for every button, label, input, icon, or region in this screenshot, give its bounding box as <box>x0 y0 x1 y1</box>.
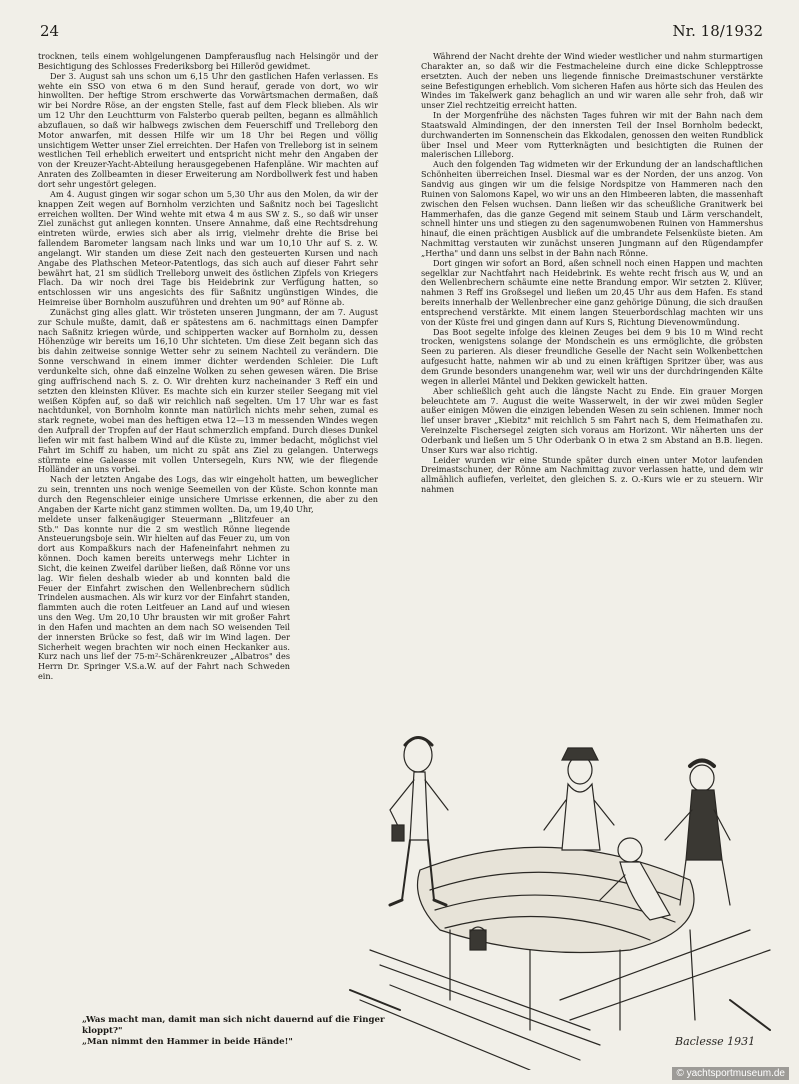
paragraph: Während der Nacht drehte der Wind wieder westlicher und nahm sturmartigen Charakter an, so daß wir die Festmacheleine durch eine dicke Schlepptrosse ersetzten. Auch der neben uns liegende finnische Dreimastschuner verstärkte seine Befestigungen erheblich. Vom sicheren Hafen aus hörte sich das Heulen des Windes im Takelwerk ganz behaglich an und wir waren alle sehr froh, daß wir unser Ziel rechtzeitig erreicht hatten. <box>421 51 763 111</box>
paragraph: Zunächst ging alles glatt. Wir trösteten unseren Jungmann, der am 7. August zur Schule mußte, damit, daß er spätestens am 6. nachmittags einen Dampfer nach Saßnitz kriegen würde, und schipperten wacker auf Bornholm zu, dessen Höhenzüge wir bereits um 16,10 Uhr sichteten. Um diese Zeit begann sich das bis dahin zeitweise sonnige Wetter sehr zu seinem Nachteil zu verändern. Die Sonne verschwand in einem immer dichter werdenden Schleier. Die Luft verdunkelte sich, ohne daß einzelne Wolken zu sehen gewesen wären. Die Brise ging auffrischend nach S. z. O. Wir drehten kurz nacheinander 3 Reff ein und setzten den kleinsten Klüver. Es machte sich ein kurzer steiler Seegang mit viel weißen Köpfen auf, so daß wir reichlich naß segelten. Um 17 Uhr war es fast nachtdunkel, von Bornholm konnte man natürlich nichts mehr sehen, zumal es stark regnete, wobei man des heftigen etwa 12—13 m messenden Windes wegen den Aufprall der Tropfen auf der Haut schmerzlich empfand. Durch dieses Dunkel liefen wir mit fast halbem Wind auf die Küste zu, immer bedacht, möglichst viel Fahrt im Schiff zu haben, um nicht zu spät ans Ziel zu gelangen. Unterwegs stürmte eine Galeasse mit vollen Untersegeln, Kurs NW, wie der fliegende Holländer an uns vorbei. <box>38 306 378 475</box>
paragraph: Aber schließlich geht auch die längste Nacht zu Ende. Ein grauer Morgen beleuchtete am 7. August die weite Wasserwelt, in der wir zwei müden Segler außer einigen Möwen die einzigen lebenden Wesen zu sein schienen. Immer noch lief unser braver „Kiebitz" mit reichlich 5 sm Fahrt nach S, dem Heimathafen zu. Vereinzelte Fischersegel zeigten sich voraus am Horizont. Wir näherten uns der Oderbank und ließen um 5 Uhr Oderbank O in etwa 2 sm Abstand an B.B. liegen. Unser Kurs war also richtig. <box>421 385 763 455</box>
issue-number: Nr. 18/1932 <box>672 22 763 40</box>
right-column <box>421 52 763 495</box>
paragraph: Leider wurden wir eine Stunde später durch einen unter Motor laufenden Dreimastschuner, der Rönne am Nachmittag zuvor verlassen hatte, und dem wir allmählich aufliefen, verleitet, den gleichen S. z. O.-Kurs wie er zu steuern. Wir nahmen <box>421 454 763 495</box>
left-column <box>38 52 378 682</box>
paragraph: Auch den folgenden Tag widmeten wir der Erkundung der an landschaftlichen Schönheiten überreichen Insel. Diesmal war es der Norden, der uns anzog. Von Sandvig aus gingen wir um die felsige Nordspitze von Hammeren nach den Ruinen von Salomons Kapel, wo wir uns an den Himbeeren labten, die massenhaft zwischen den Felsen wuchsen. Dann ließen wir das scheußliche Granitwerk bei Hammerhafen, das die ganze Gegend mit seinem Staub und Lärm verschandelt, schnell hinter uns und stiegen zu den sagenumwobenen Ruinen von Hammershus hinauf, die einen prächtigen Ausblick auf die umbrandete Felsenküste bieten. Am Nachmittag verstauten wir zunächst unseren Jungmann auf den Rügendampfer „Hertha" und dann uns selbst in der Bahn nach Rönne. <box>421 159 763 258</box>
paragraph-narrow: meldete unser falkenäugiger Steuermann „Blitzfeuer an Stb." Das konnte nur die 2 sm westlich Rönne liegende Ansteuerungsboje sein. Wir hielten auf das Feuer zu, um von dort aus Kompaßkurs nach der Hafeneinfahrt nehmen zu können. Doch kamen bereits unterwegs mehr Lichter in Sicht, die keinen Zweifel darüber ließen, daß Rönne vor uns lag. Wir fielen deshalb wieder ab und konnten bald die Feuer der Einfahrt zwischen den Wellenbrechern südlich Trindelen ausmachen. Als wir kurz vor der Einfahrt standen, flammten auch die roten Leitfeuer an Land auf und wiesen uns den Weg. Um 20,10 Uhr brausten wir mit großer Fahrt in den Hafen und machten an dem nach SO weisenden Teil der innersten Brücke so fest, daß wir im Wind lagen. Der Sicherheit wegen brachten wir noch einen Heckanker aus. Kurz nach uns lief der 75-m²-Schärenkreuzer „Albatros" des Herrn Dr. Springer V.S.a.W. auf der Fahrt nach Schweden ein. <box>38 513 290 682</box>
caption-line: „Was macht man, damit man sich nicht dauernd auf die Finger kloppt?" <box>82 1015 385 1036</box>
paragraph: Dort gingen wir sofort an Bord, aßen schnell noch einen Happen und machten segelklar zur Nachtfahrt nach Heidebrink. Es wehte recht frisch aus W, und an den Wellenbrechern schäumte eine nette Brandung empor. Wir setzten 2. Klüver, nahmen 3 Reff ins Großsegel und ließen um 20,45 Uhr aus dem Hafen. Es stand bereits innerhalb der Wellenbrecher eine ganz gehörige Dünung, die sich draußen entsprechend verstärkte. Mit einem langen Steuerbordschlag machten wir uns von der Küste frei und gingen dann auf Kurs S, Richtung Dievenowmündung. <box>421 257 763 327</box>
paragraph: Das Boot segelte infolge des kleinen Zeuges bei dem 9 bis 10 m Wind recht trocken, wenigstens solange der Mondschein es uns ermöglichte, die gröbsten Seen zu parieren. Als dieser freundliche Geselle der Nacht sein Wolkenbettchen aufgesucht hatte, nahmen wir ab und zu einen kräftigen Spritzer über, was aus dem Grunde besonders unangenehm war, weil wir uns der durchdringenden Kälte wegen in allerlei Mäntel und Dekken gewickelt hatten. <box>421 326 763 386</box>
paragraph: Der 3. August sah uns schon um 6,15 Uhr den gastlichen Hafen verlassen. Es wehte ein SSO von etwa 6 m den Sund herauf, gerade von dort, wo wir hinwollten. Der heftige Strom erschwerte das Vorwärtsmachen dermaßen, daß wir bei Nordre Röse, an der engsten Stelle, fast auf dem Fleck blieben. Als wir um 12 Uhr den Leuchtturm von Falsterbo querab peilten, begann es allmählich abzuflauen, so daß wir halbwegs zwischen dem Feuerschiff und Trelleborg den Motor anwarfen, mit dessen Hilfe wir um 18 Uhr bei Regen und völlig unsichtigem Wetter unser Ziel erreichten. Der Hafen von Trelleborg ist in seinem westlichen Teil erheblich erweitert und entspricht nicht mehr den Angaben der von der Kreuzer-Yacht-Abteilung herausgegebenen Hafenpläne. Wir machten auf Anraten des Zollbeamten in dieser Erweiterung am Nordbollwerk fest und haben dort sehr ungestört gelegen. <box>38 70 378 189</box>
signature: Baclesse 1931 <box>675 1035 756 1048</box>
caption-line: „Man nimmt den Hammer in beide Hände!" <box>82 1037 293 1047</box>
paragraph: Nach der letzten Angabe des Logs, das wir eingeholt hatten, um beweglicher zu sein, trennten uns noch wenige Seemeilen von der Küste. Schon konnte man durch den Regenschleier einige unsichere Umrisse erkennen, die aber zu den Angaben der Karte nicht ganz stimmen wollten. Da, um 19,40 Uhr, <box>38 474 378 514</box>
cartoon-caption <box>82 1015 416 1048</box>
paragraph: trocknen, teils einem wohlgelungenen Dampferausflug nach Helsingör und der Besichtigung des Schlosses Frederiksborg bei Hilleröd gewidmet. <box>38 51 378 71</box>
paragraph: In der Morgenfrühe des nächsten Tages fuhren wir mit der Bahn nach dem Staatswald Almindingen, der den innersten Teil der Insel Bornholm bedeckt, durchwanderten im Sonnenschein das Ekkodalen, genossen den weiten Rundblick über Insel und Meer vom Rytterknägten und besichtigten die Ruinen der malerischen Lilleborg. <box>421 110 763 160</box>
paragraph: Am 4. August gingen wir sogar schon um 5,30 Uhr aus den Molen, da wir der knappen Zeit wegen auf Bornholm verzichten und Saßnitz noch bei Tageslicht erreichen wollten. Der Wind wehte mit etwa 4 m aus SW z. S., so daß wir unser Ziel zunächst gut anliegen konnten. Unsere Annahme, daß eine Rechtsdrehung eintreten würde, erwies sich aber als irrig, vielmehr drehte die Brise bei fallendem Barometer langsam nach links und war um 10,10 Uhr auf S. z. W. angelangt. Wir standen um diese Zeit nach den gesteuerten Kursen und nach Angabe des Plathschen Meteor-Patentlogs, das sich auch auf dieser Fahrt sehr bewährt hat, 21 sm südlich Trelleborg unweit des östlichen Zipfels von Kriegers Flach. Da wir noch drei Tage bis Heidebrink zur Verfügung hatten, so entschlossen wir uns angesichts des für Saßnitz ungünstigen Windes, die Heimreise über Bornholm auszuführen und drehten um 90° auf Rönne ab. <box>38 188 378 308</box>
page-number: 24 <box>40 22 60 40</box>
watermark: © yachtsportmuseum.de <box>672 1067 789 1080</box>
